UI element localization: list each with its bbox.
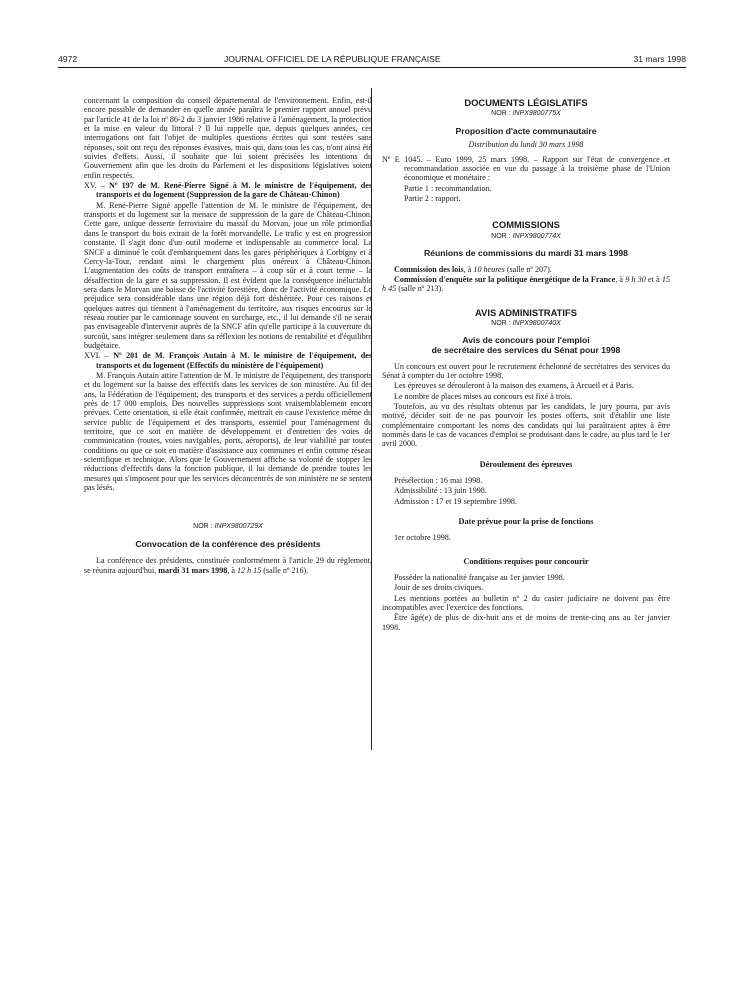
header-rule: [58, 67, 686, 68]
avis-administratifs-title: AVIS ADMINISTRATIFS: [475, 306, 577, 318]
commissions-title: COMMISSIONS: [492, 219, 560, 231]
condition-3: Les mentions portées au bulletin nº 2 du casier judiciaire ne doivent pas être incompatibles avec l'exercice des fonctions.: [382, 593, 670, 613]
question-197-body: M. René-Pierre Signé appelle l'attention de M. le ministre de l'équipement, des transports et du logement sur la menace de suppression de la gare de Château-Chinon. Cette gare, unique desserte ferroviaire du massif du Morvan, joue un rôle primordial dans le transport du bois extrait de la forêt morvandelle. Le trafic y est en progression constante. Il s'agit donc d'un outil moderne et indispensable au commerce local. La SNCF a diminué le coût d'embarquement dans les gares périphériques à Corbigny et à Cercy-la-Tour, rendant ainsi le chargement plus onéreux à Château-Chinon. L'augmentation des coûts de transport entraînera – à coup sûr et à court terme – la désaffection de la gare et sa suppression. Il est évident que la conséquence inéluctable sera dans le Morvan une baisse de l'activité forestière, donc de l'activité économique. Le préjudice sera considérable dans une région déjà fort déshéritée. Pour ces raisons et quelques autres qui tiennent à l'aménagement du territoire, aux risques encourus sur le réseau routier par le camionnage souvent en surcharge, etc., il lui demande s'il ne serait pas envisageable d'intervenir auprès de la SNCF afin qu'elle participe à la couverture du surcoût, sans intégrer seulement dans sa réflexion les notions de rentabilité et d'équilibre budgétaire.: [84, 200, 372, 350]
page-header: [58, 54, 686, 68]
deroulement-title: Déroulement des épreuves: [479, 459, 573, 469]
conditions-title: Conditions requises pour concourir: [463, 556, 589, 566]
prise-fonctions-title: Date prévue pour la prise de fonctions: [458, 517, 594, 526]
concours-title-line-2: de secrétaire des services du Sénat pour 1998: [431, 344, 621, 355]
question-201-body: M. François Autain attire l'attention de M. le ministre de l'équipement, des transports et du logement sur la baisse des effectifs dans les services de son ministère. Au fil des ans, la Fédération de l'équipement, des transports et des services a perdu officiellement près de 17 000 emplois. Des nouvelles suppressions sont vraisemblablement encore prévues. Cette orientation, si elle était confirmée, mettrait en cause l'existence même du service public de l'équipement et des transports, essentiel pour l'aménagement du territoire, que ce soit en matière de développement et d'entretien des voies de communication (routes, voies navigables, ports, aéroports), de leur viabilité par toutes conditions ou que ce soit en matière d'assistance aux communes et enfin comme réseau scientifique et technique. Alors que le Gouvernement affiche sa volonté de stopper les réductions d'effectifs dans la fonction publique, il lui demande de prendre toutes les mesures qui s'imposent pour que les services déconcentrés de son ministère ne se sentent pas lésés.: [84, 370, 372, 493]
issue-date: 31 mars 1998: [633, 54, 686, 64]
admission-date: Admission : 17 et 19 septembre 1998.: [394, 496, 517, 506]
convocation-title: Convocation de la conférence des présidents: [135, 538, 321, 549]
preselection-date: Présélection : 16 mai 1998.: [394, 475, 483, 485]
nor-reference: NOR : INPX9800729X: [193, 523, 263, 531]
journal-title: JOURNAL OFFICIEL DE LA RÉPUBLIQUE FRANÇAISE: [224, 54, 441, 64]
prise-fonctions-date: 1er octobre 1998.: [394, 533, 451, 543]
condition-1: Posséder la nationalité française au 1er janvier 1998.: [394, 573, 565, 583]
partie-1: Partie 1 : recommandation.: [404, 183, 492, 193]
concours-title-line-1: Avis de concours pour l'emploi: [462, 335, 590, 346]
commission-enquete: Commission d'enquête sur la politique énergétique de la France, à 9 h 30 et à 15 h 45 (salle nº 213).: [382, 274, 670, 294]
intro-paragraph: concernant la composition du conseil départemental de l'environnement. Enfin, est-il encore possible de demander en quelle année paraîtra le premier rapport annuel prévu par l'article 41 de la loi nº 86-2 du 3 janvier 1986 relative à l'aménagement, la protection et la mise en valeur du littoral ? Il lui rappelle que, depuis quelques années, ces interrogations ont fait l'objet de multiples questions écrites qui sont restées sans réponses, soit ont reçu des réponses évasives, mais qui, dans tous les cas, n'ont ainsi été suivies d'effets. Aussi, il souhaite que lui soient précisées les intentions du Gouvernement afin que les droits du Parlement et les dispositions législatives soient enfin respectés.: [84, 96, 372, 180]
concours-paragraph-1: Un concours est ouvert pour le recrutement échelonné de secrétaires des services du Sénat à compter du 1er octobre 1998.: [382, 361, 670, 380]
partie-2: Partie 2 : rapport.: [404, 194, 461, 203]
documents-legislatifs-title: DOCUMENTS LÉGISLATIFS: [464, 97, 588, 108]
page-number: 4972: [58, 54, 78, 64]
admissibilite-date: Admissibilité : 13 juin 1998.: [394, 486, 487, 496]
condition-4: Être âgé(e) de plus de dix-huit ans et de moins de trente-cinq ans au 1er janvier 1998.: [382, 613, 670, 632]
avis-nor-reference: NOR : INPX9800740X: [491, 320, 561, 327]
concours-paragraph-3: Le nombre de places mises au concours est fixé à trois.: [394, 391, 573, 401]
left-column: [84, 96, 372, 576]
distribution-date: Distribution du lundi 30 mars 1998: [468, 140, 584, 150]
question-201-title: XVI. – Nº 201 de M. François Autain à M. le ministre de l'équipement, des transports et du logement (Effectifs du ministère de l'équipement): [84, 351, 372, 370]
comm-nor-reference: NOR : INPX9800774X: [491, 232, 561, 240]
convocation-text: La conférence des présidents, constituée conformément à l'article 29 du règlement, se réunira aujourd'hui, mardi 31 mars 1998, à 12 h 15 (salle nº 216).: [84, 556, 372, 575]
concours-paragraph-4: Toutefois, au vu des résultats obtenus par les candidats, le jury pourra, par avis motivé, décider soit de ne pas pourvoir les postes offerts, soit d'établir une liste complémentaire comportant les noms des candidats qui lui paraîtraient aptes à être nommés dans le cas de vacances d'emploi se produisant dans le cadre, au plus tard le 1er avril 2000.: [382, 401, 670, 449]
right-column: [382, 98, 670, 633]
e1045-entry: Nº E 1045. – Euro 1999, 25 mars 1998. – Rapport sur l'état de convergence et recommandation associée en vue du passage à la troisième phase de l'Union économique et monétaire :: [382, 154, 670, 183]
question-197-title: XV. – Nº 197 de M. René-Pierre Signé à M. le ministre de l'équipement, des transports et du logement (Suppression de la gare de Château-Chinon): [84, 181, 373, 200]
reunions-title: Réunions de commissions du mardi 31 mars 1998: [424, 248, 628, 259]
proposition-title: Proposition d'acte communautaire: [455, 125, 597, 136]
condition-2: Jouir de ses droits civiques.: [394, 583, 484, 593]
commission-lois: Commission des lois, à 10 heures (salle nº 207).: [394, 264, 552, 274]
concours-paragraph-2: Les épreuves se dérouleront à la maison des examens, à Arcueil et à Paris.: [394, 381, 634, 391]
docs-nor-reference: NOR : INPX9800775X: [491, 110, 561, 118]
